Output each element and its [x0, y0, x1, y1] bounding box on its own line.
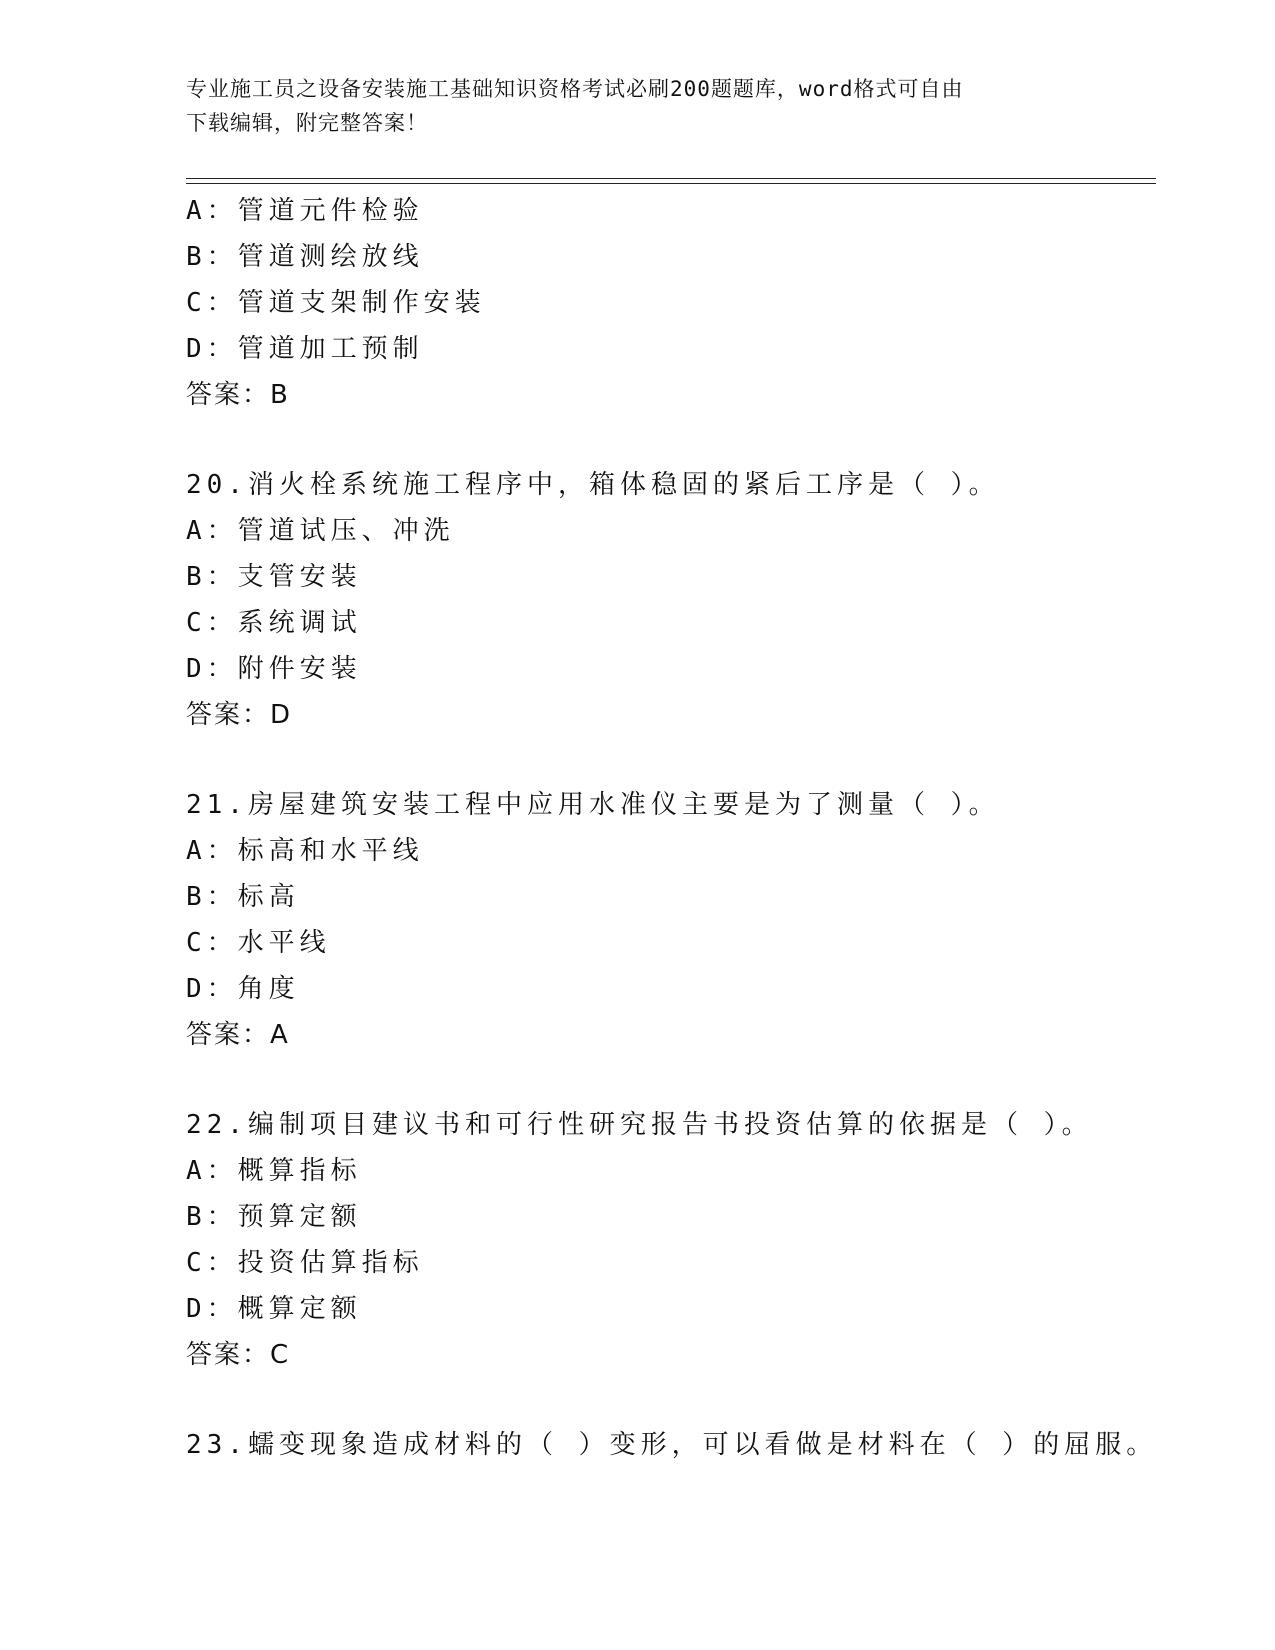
question-text: 22.编制项目建议书和可行性研究报告书投资估算的依据是（ ）。: [186, 1110, 1093, 1140]
document-header: [186, 72, 1066, 140]
spacer: [186, 1378, 1186, 1422]
question-text: 23.蠕变现象造成材料的（ ）变形，可以看做是材料在（ ）的屈服。: [186, 1430, 1158, 1460]
option-d: D：附件安装: [186, 654, 362, 684]
question-block-20: [186, 462, 1186, 738]
question-list: [186, 188, 1186, 1468]
option-c: C：投资估算指标: [186, 1248, 424, 1278]
header-divider-bottom: [186, 183, 1156, 184]
question-block-21: [186, 782, 1186, 1058]
header-line-2: 下载编辑，附完整答案！: [186, 111, 428, 135]
question-block-23: [186, 1422, 1186, 1468]
option-b: B：预算定额: [186, 1202, 362, 1232]
spacer: [186, 738, 1186, 782]
option-d: D：管道加工预制: [186, 334, 424, 364]
option-a: A：管道试压、冲洗: [186, 516, 455, 546]
answer: 答案：B: [186, 380, 290, 410]
answer: 答案：D: [186, 700, 293, 730]
option-c: C：管道支架制作安装: [186, 288, 486, 318]
header-divider-top: [186, 178, 1156, 179]
answer: 答案：A: [186, 1020, 290, 1050]
option-a: A：概算指标: [186, 1156, 362, 1186]
header-line-1: 专业施工员之设备安装施工基础知识资格考试必刷200题题库，word格式可自由: [186, 77, 964, 101]
question-block-22: [186, 1102, 1186, 1378]
option-b: B：支管安装: [186, 562, 362, 592]
question-text: 21.房屋建筑安装工程中应用水准仪主要是为了测量（ ）。: [186, 790, 1000, 820]
option-d: D：概算定额: [186, 1294, 362, 1324]
option-a: A：标高和水平线: [186, 836, 424, 866]
option-b: B：管道测绘放线: [186, 242, 424, 272]
option-a: A：管道元件检验: [186, 196, 424, 226]
option-c: C：系统调试: [186, 608, 362, 638]
question-block-19: [186, 188, 1186, 418]
option-b: B：标高: [186, 882, 300, 912]
spacer: [186, 1058, 1186, 1102]
option-d: D：角度: [186, 974, 300, 1004]
answer: 答案：C: [186, 1340, 291, 1370]
option-c: C：水平线: [186, 928, 331, 958]
question-text: 20.消火栓系统施工程序中，箱体稳固的紧后工序是（ ）。: [186, 470, 1000, 500]
spacer: [186, 418, 1186, 462]
